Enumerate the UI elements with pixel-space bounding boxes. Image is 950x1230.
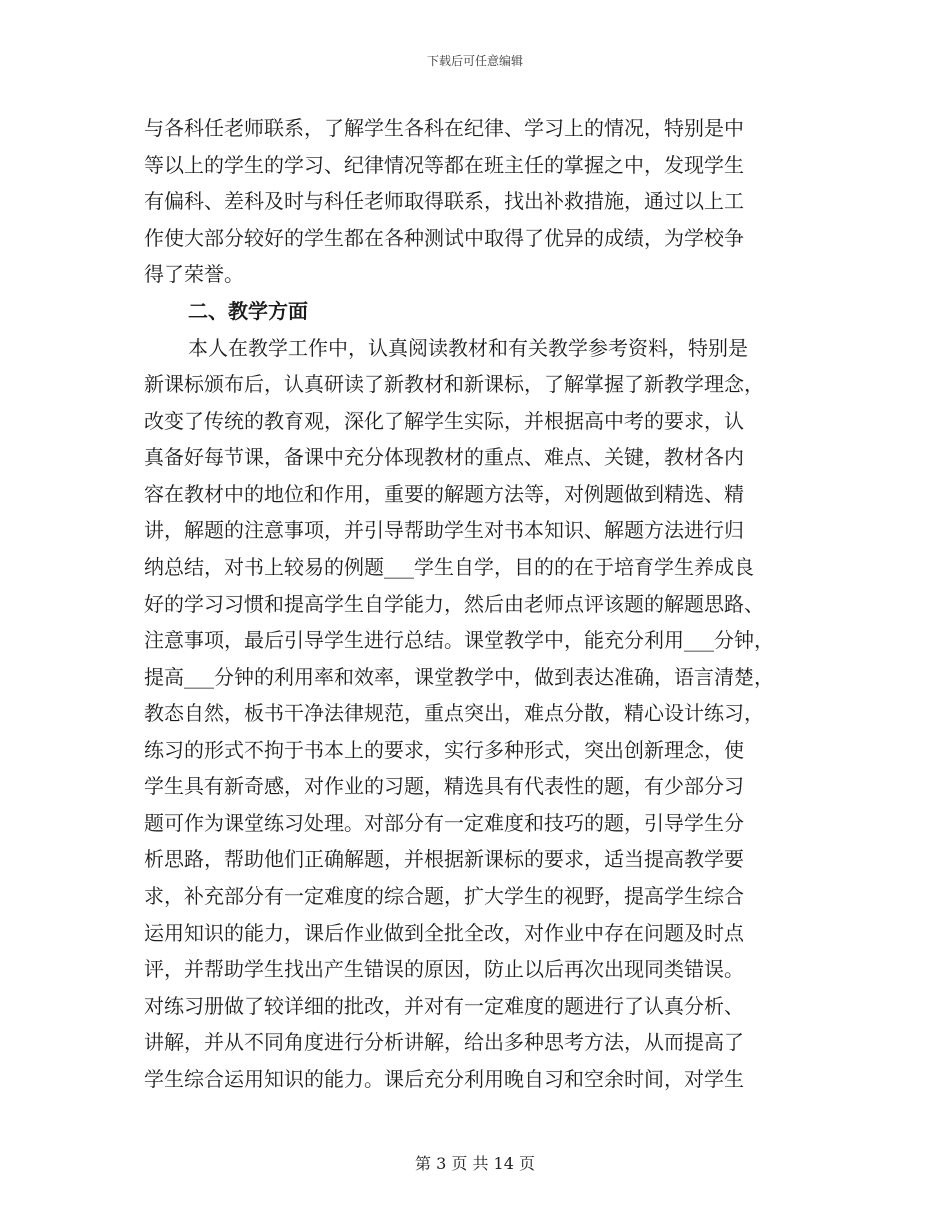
body-line: 练习的形式不拘于书本上的要求，实行多种形式，突出创新理念，使 bbox=[144, 738, 744, 762]
body-line: 评，并帮助学生找出产生错误的原因，防止以后再次出现同类错误。 bbox=[144, 957, 744, 981]
body-line: 讲，解题的注意事项，并引导帮助学生对书本知识、解题方法进行归 bbox=[144, 518, 744, 542]
body-line: 容在教材中的地位和作用，重要的解题方法等，对例题做到精选、精 bbox=[144, 482, 744, 506]
body-line: 对练习册做了较详细的批改，并对有一定难度的题进行了认真分析、 bbox=[144, 994, 744, 1018]
body-line: 本人在教学工作中，认真阅读教材和有关教学参考资料，特别是 bbox=[188, 336, 748, 360]
page-number: 第 3 页 共 14 页 bbox=[415, 1154, 535, 1173]
body-line: 运用知识的能力，课后作业做到全批全改，对作业中存在问题及时点 bbox=[144, 921, 744, 945]
body-line: 纳总结，对书上较易的例题___学生自学，目的的在于培育学生养成良 bbox=[144, 555, 754, 579]
body-line: 等以上的学生的学习、纪律情况等都在班主任的掌握之中，发现学生 bbox=[144, 153, 744, 177]
body-line: 与各科任老师联系，了解学生各科在纪律、学习上的情况，特别是中 bbox=[144, 116, 744, 140]
body-line: 有偏科、差科及时与科任老师取得联系，找出补救措施，通过以上工 bbox=[144, 189, 744, 213]
body-line: 好的学习习惯和提高学生自学能力，然后由老师点评该题的解题思路、 bbox=[144, 592, 764, 616]
body-line: 学生具有新奇感，对作业的习题，精选具有代表性的题，有少部分习 bbox=[144, 774, 744, 798]
body-line: 析思路，帮助他们正确解题，并根据新课标的要求，适当提高教学要 bbox=[144, 847, 744, 871]
body-line: 提高___分钟的利用率和效率，课堂教学中，做到表达准确，语言清楚， bbox=[144, 665, 774, 689]
body-line: 改变了传统的教育观，深化了解学生实际，并根据高中考的要求，认 bbox=[144, 409, 744, 433]
body-line: 题可作为课堂练习处理。对部分有一定难度和技巧的题，引导学生分 bbox=[144, 811, 744, 835]
body-line: 作使大部分较好的学生都在各种测试中取得了优异的成绩，为学校争 bbox=[144, 226, 744, 250]
body-line: 教态自然，板书干净法律规范，重点突出，难点分散，精心设计练习， bbox=[144, 701, 764, 725]
body-line: 讲解，并从不同角度进行分析讲解，给出多种思考方法，从而提高了 bbox=[144, 1030, 744, 1054]
body-line: 学生综合运用知识的能力。课后充分利用晚自习和空余时间，对学生 bbox=[144, 1067, 744, 1091]
body-line: 求，补充部分有一定难度的综合题，扩大学生的视野，提高学生综合 bbox=[144, 884, 744, 908]
section-heading: 二、教学方面 bbox=[188, 299, 308, 323]
page-header-note: 下载后可任意编辑 bbox=[426, 54, 523, 68]
body-line: 注意事项，最后引导学生进行总结。课堂教学中，能充分利用___分钟， bbox=[144, 628, 774, 652]
body-line: 真备好每节课，备课中充分体现教材的重点、难点、关键，教材各内 bbox=[144, 445, 744, 469]
body-line: 得了荣誉。 bbox=[144, 262, 244, 286]
body-line: 新课标颁布后，认真研读了新教材和新课标，了解掌握了新教学理念， bbox=[144, 372, 764, 396]
